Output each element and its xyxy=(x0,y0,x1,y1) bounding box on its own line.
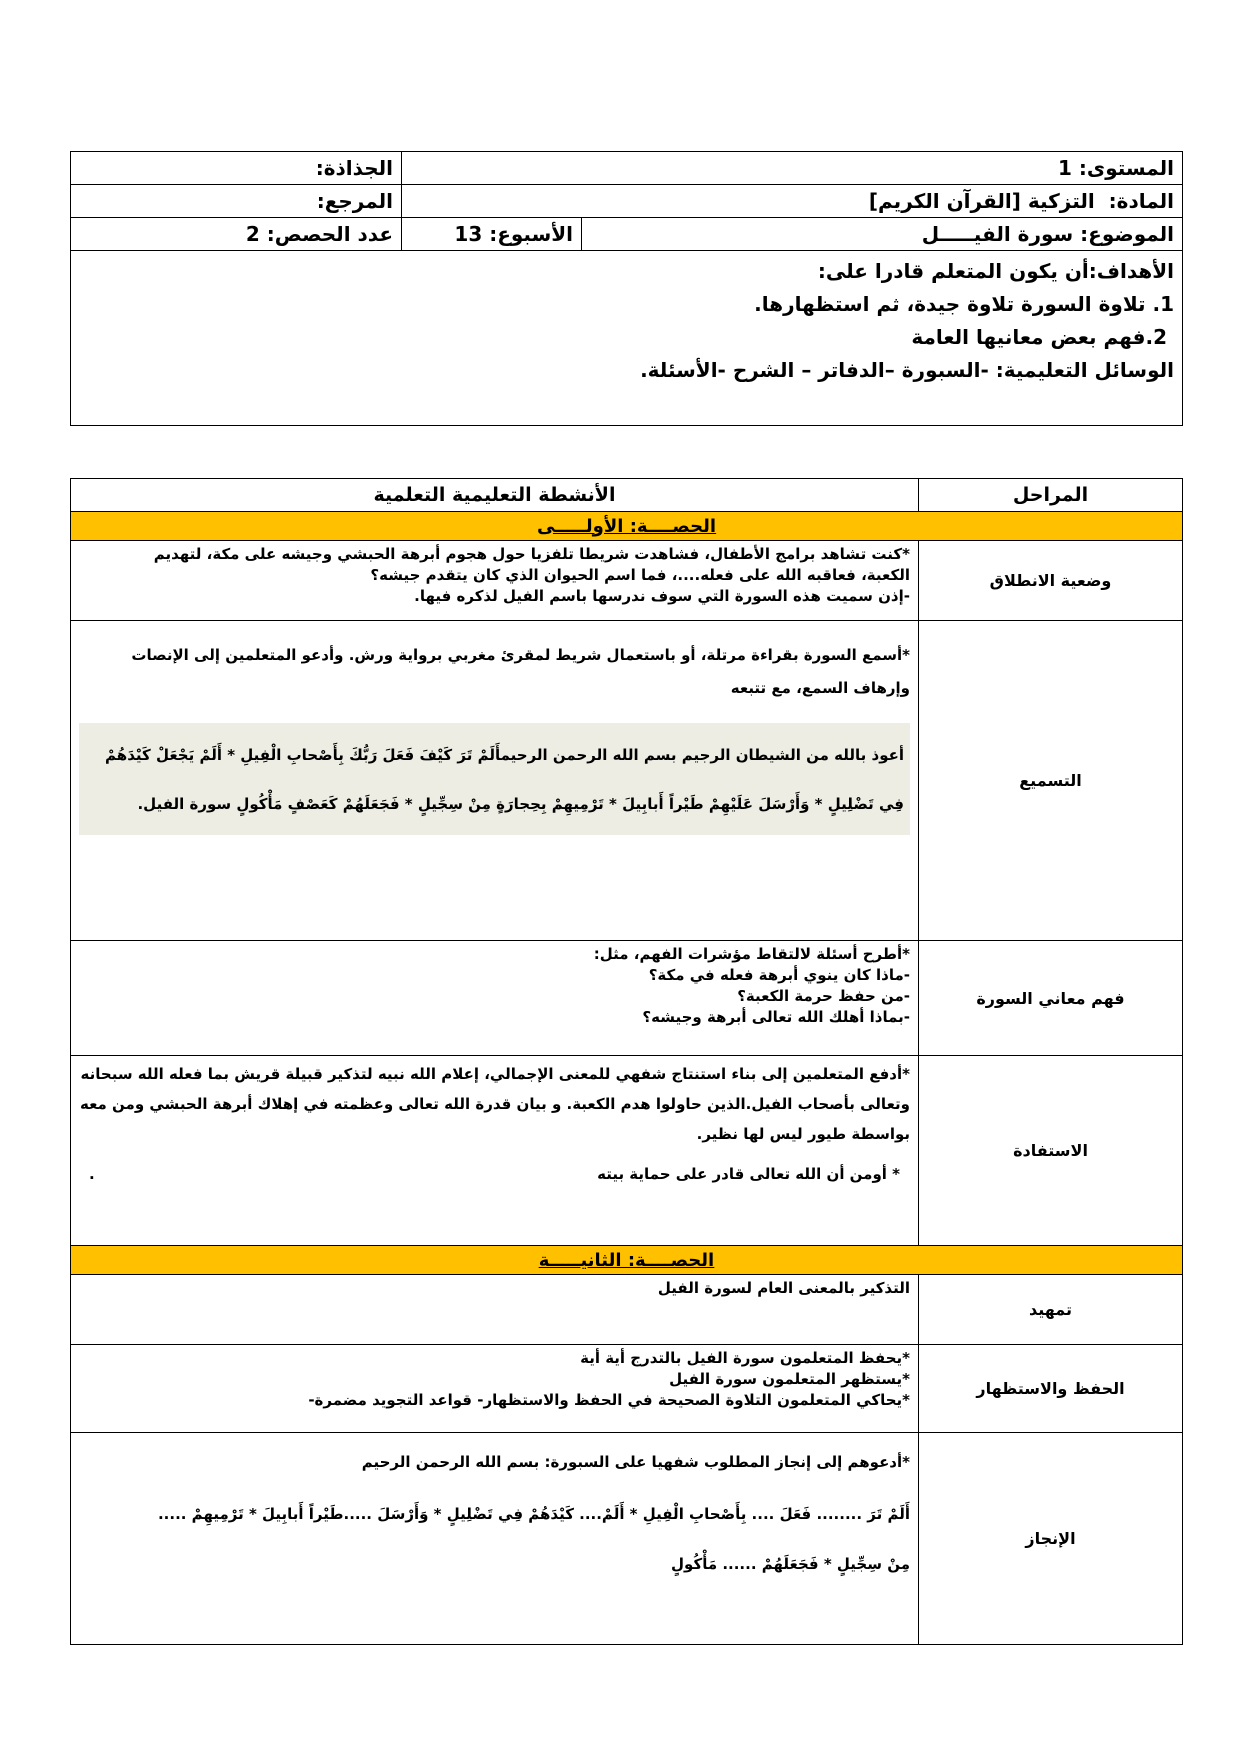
subject-label: المادة: xyxy=(1108,189,1175,213)
benefit-content xyxy=(71,1056,919,1246)
introduction-content xyxy=(71,1275,919,1345)
stage-memorization: الحفظ والاستظهار xyxy=(919,1345,1183,1433)
fill-blank-line-1: أَلَمْ تَرَ ........ فَعَلَ .... بِأَصْحابِ الْفِيلِ * أَلَمْ.... كَيْدَهُمْ فِي تَضْلِيلٍ * وَأَرْسَلَ .....طَيْراً أَبابِيلَ * تَرْمِيهِمْ ..... xyxy=(157,1505,910,1523)
lesson-header-table xyxy=(70,151,1183,426)
memorization-content xyxy=(71,1345,919,1433)
reference-label: المرجع: xyxy=(316,189,393,213)
table-row xyxy=(71,1275,1183,1345)
benefit-belief: * أومن أن الله تعالى قادر على حماية بيته xyxy=(597,1165,900,1183)
stage-achievement: الإنجاز xyxy=(919,1433,1183,1645)
session-1-title: الحصــــة: الأولـــــى xyxy=(536,515,717,537)
objective-2-number: 2. xyxy=(1145,325,1168,349)
branch-cell xyxy=(71,152,402,185)
objectives-cell xyxy=(71,251,1183,426)
objectives-title: الأهداف:أن يكون المتعلم قادرا على: xyxy=(817,259,1175,283)
week-cell xyxy=(402,218,582,251)
content-line: *يحاكي المتعلمون التلاوة الصحيحة في الحفظ والاستظهار- قواعد التجويد مضمرة- xyxy=(308,1391,910,1409)
level-label: المستوى: xyxy=(1078,156,1175,180)
benefit-last-line xyxy=(79,1159,910,1189)
content-line: التذكير بالمعنى العام لسورة الفيل xyxy=(657,1279,910,1297)
objective-2 xyxy=(79,321,1174,354)
table-row xyxy=(71,541,1183,621)
achievement-intro: *أدعوهم إلى إنجاز المطلوب شفهيا على السبورة: بسم الله الرحمن الرحيم xyxy=(361,1453,910,1471)
benefit-paragraph: *أدفع المتعلمين إلى بناء استنتاج شفهي للمعنى الإجمالي، إعلام الله نبيه لتذكير قبيلة قريش بما فعله الله سبحانه وتعالى بأصحاب الفيل.الذين حاولوا هدم الكعبة. و بيان قدرة الله تعالى وعظمته في إهلاك أبرهة الحبشي ومن معه بواسطة طيور ليس لها نظير. xyxy=(79,1065,910,1143)
objective-1-text: تلاوة السورة تلاوة جيدة، ثم استظهارها. xyxy=(754,292,1146,316)
topic-label: الموضوع: xyxy=(1080,222,1175,246)
sessions-count-cell xyxy=(71,218,402,251)
content-line: *كنت تشاهد برامج الأطفال، فشاهدت شريطا تلفزيا حول هجوم أبرهة الحبشي وجيشه على مكة، لتهديم xyxy=(153,545,910,563)
table-header-row xyxy=(71,479,1183,512)
stage-starting-situation: وضعية الانطلاق xyxy=(919,541,1183,621)
content-line: الكعبة، فعاقبه الله على فعله....، فما اسم الحيوان الذي كان يتقدم جيشه؟ xyxy=(370,566,910,584)
content-line: -إذن سميت هذه السورة التي سوف ندرسها باسم الفيل لذكره فيها. xyxy=(414,587,910,605)
sessions-count-label: عدد الحصص: xyxy=(266,222,393,246)
understanding-content xyxy=(71,941,919,1056)
table-row xyxy=(71,621,1183,941)
session-2-title: الحصــــة: الثانيـــــة xyxy=(538,1249,715,1271)
branch-label: الجذاذة: xyxy=(315,156,393,180)
content-line: *يستظهر المتعلمون سورة الفيل xyxy=(669,1370,910,1388)
activities-table xyxy=(70,478,1183,1645)
surah-text-box: أعوذ بالله من الشيطان الرجيم بسم الله الرحمن الرحيمأَلَمْ تَرَ كَيْفَ فَعَلَ رَبُّكَ بِأَصْحابِ الْفِيلِ * أَلَمْ يَجْعَلْ كَيْدَهُمْ فِي تَضْلِيلٍ * وَأَرْسَلَ عَلَيْهِمْ طَيْراً أَبابِيلَ * تَرْمِيهِمْ بِحِجارَةٍ مِنْ سِجِّيلٍ * فَجَعَلَهُمْ كَعَصْفٍ مَأْكُولٍ سورة الفيل. xyxy=(79,723,910,835)
sessions-count-value: 2 xyxy=(245,222,260,246)
teaching-materials: الوسائل التعليمية: -السبورة –الدفاتر – الشرح -الأسئلة. xyxy=(640,358,1175,382)
content-line: -من حفظ حرمة الكعبة؟ xyxy=(737,987,910,1005)
session-1-header xyxy=(71,512,1183,541)
content-line: *يحفظ المتعلمون سورة الفيل بالتدرج أية أية xyxy=(580,1349,910,1367)
achievement-content xyxy=(71,1433,919,1645)
subject-cell xyxy=(402,185,1183,218)
table-row xyxy=(71,1056,1183,1246)
table-row xyxy=(71,1433,1183,1645)
stage-introduction: تمهيد xyxy=(919,1275,1183,1345)
objective-2-text: فهم بعض معانيها العامة xyxy=(911,325,1146,349)
stage-benefit: الاستفادة xyxy=(919,1056,1183,1246)
stages-column-header: المراحل xyxy=(919,479,1183,512)
session-2-header xyxy=(71,1246,1183,1275)
fill-blank-line-2: مِنْ سِجِّيلٍ * فَجَعَلَهُمْ ...... مَأْكُولٍ xyxy=(671,1555,910,1573)
reference-cell xyxy=(71,185,402,218)
content-line: -ماذا كان ينوي أبرهة فعله في مكة؟ xyxy=(648,966,910,984)
subject-value: التزكية [القرآن الكريم] xyxy=(868,189,1095,213)
objective-1 xyxy=(79,288,1174,321)
week-value: 13 xyxy=(454,222,483,246)
stage-understanding: فهم معاني السورة xyxy=(919,941,1183,1056)
listening-intro: *أسمع السورة بقراءة مرتلة، أو باستعمال شريط لمقرئ مغربي برواية ورش. وأدعو المتعلمين إلى الإنصات وإرهاف السمع، مع تتبعه xyxy=(131,646,910,697)
topic-cell xyxy=(582,218,1183,251)
content-line: *أطرح أسئلة لالتقاط مؤشرات الفهم، مثل: xyxy=(593,945,910,963)
week-label: الأسبوع: xyxy=(489,222,574,246)
trailing-dot: . xyxy=(89,1165,95,1183)
table-row xyxy=(71,1345,1183,1433)
level-cell xyxy=(402,152,1183,185)
objective-1-number: 1. xyxy=(1152,292,1175,316)
topic-value: سورة الفيـــــل xyxy=(921,222,1074,246)
stage-listening: التسميع xyxy=(919,621,1183,941)
activities-column-header: الأنشطة التعليمية التعلمية xyxy=(71,479,919,512)
content-line: -بماذا أهلك الله تعالى أبرهة وجيشه؟ xyxy=(642,1008,910,1026)
starting-situation-content xyxy=(71,541,919,621)
table-row xyxy=(71,941,1183,1056)
level-value: 1 xyxy=(1057,156,1072,180)
listening-content xyxy=(71,621,919,941)
